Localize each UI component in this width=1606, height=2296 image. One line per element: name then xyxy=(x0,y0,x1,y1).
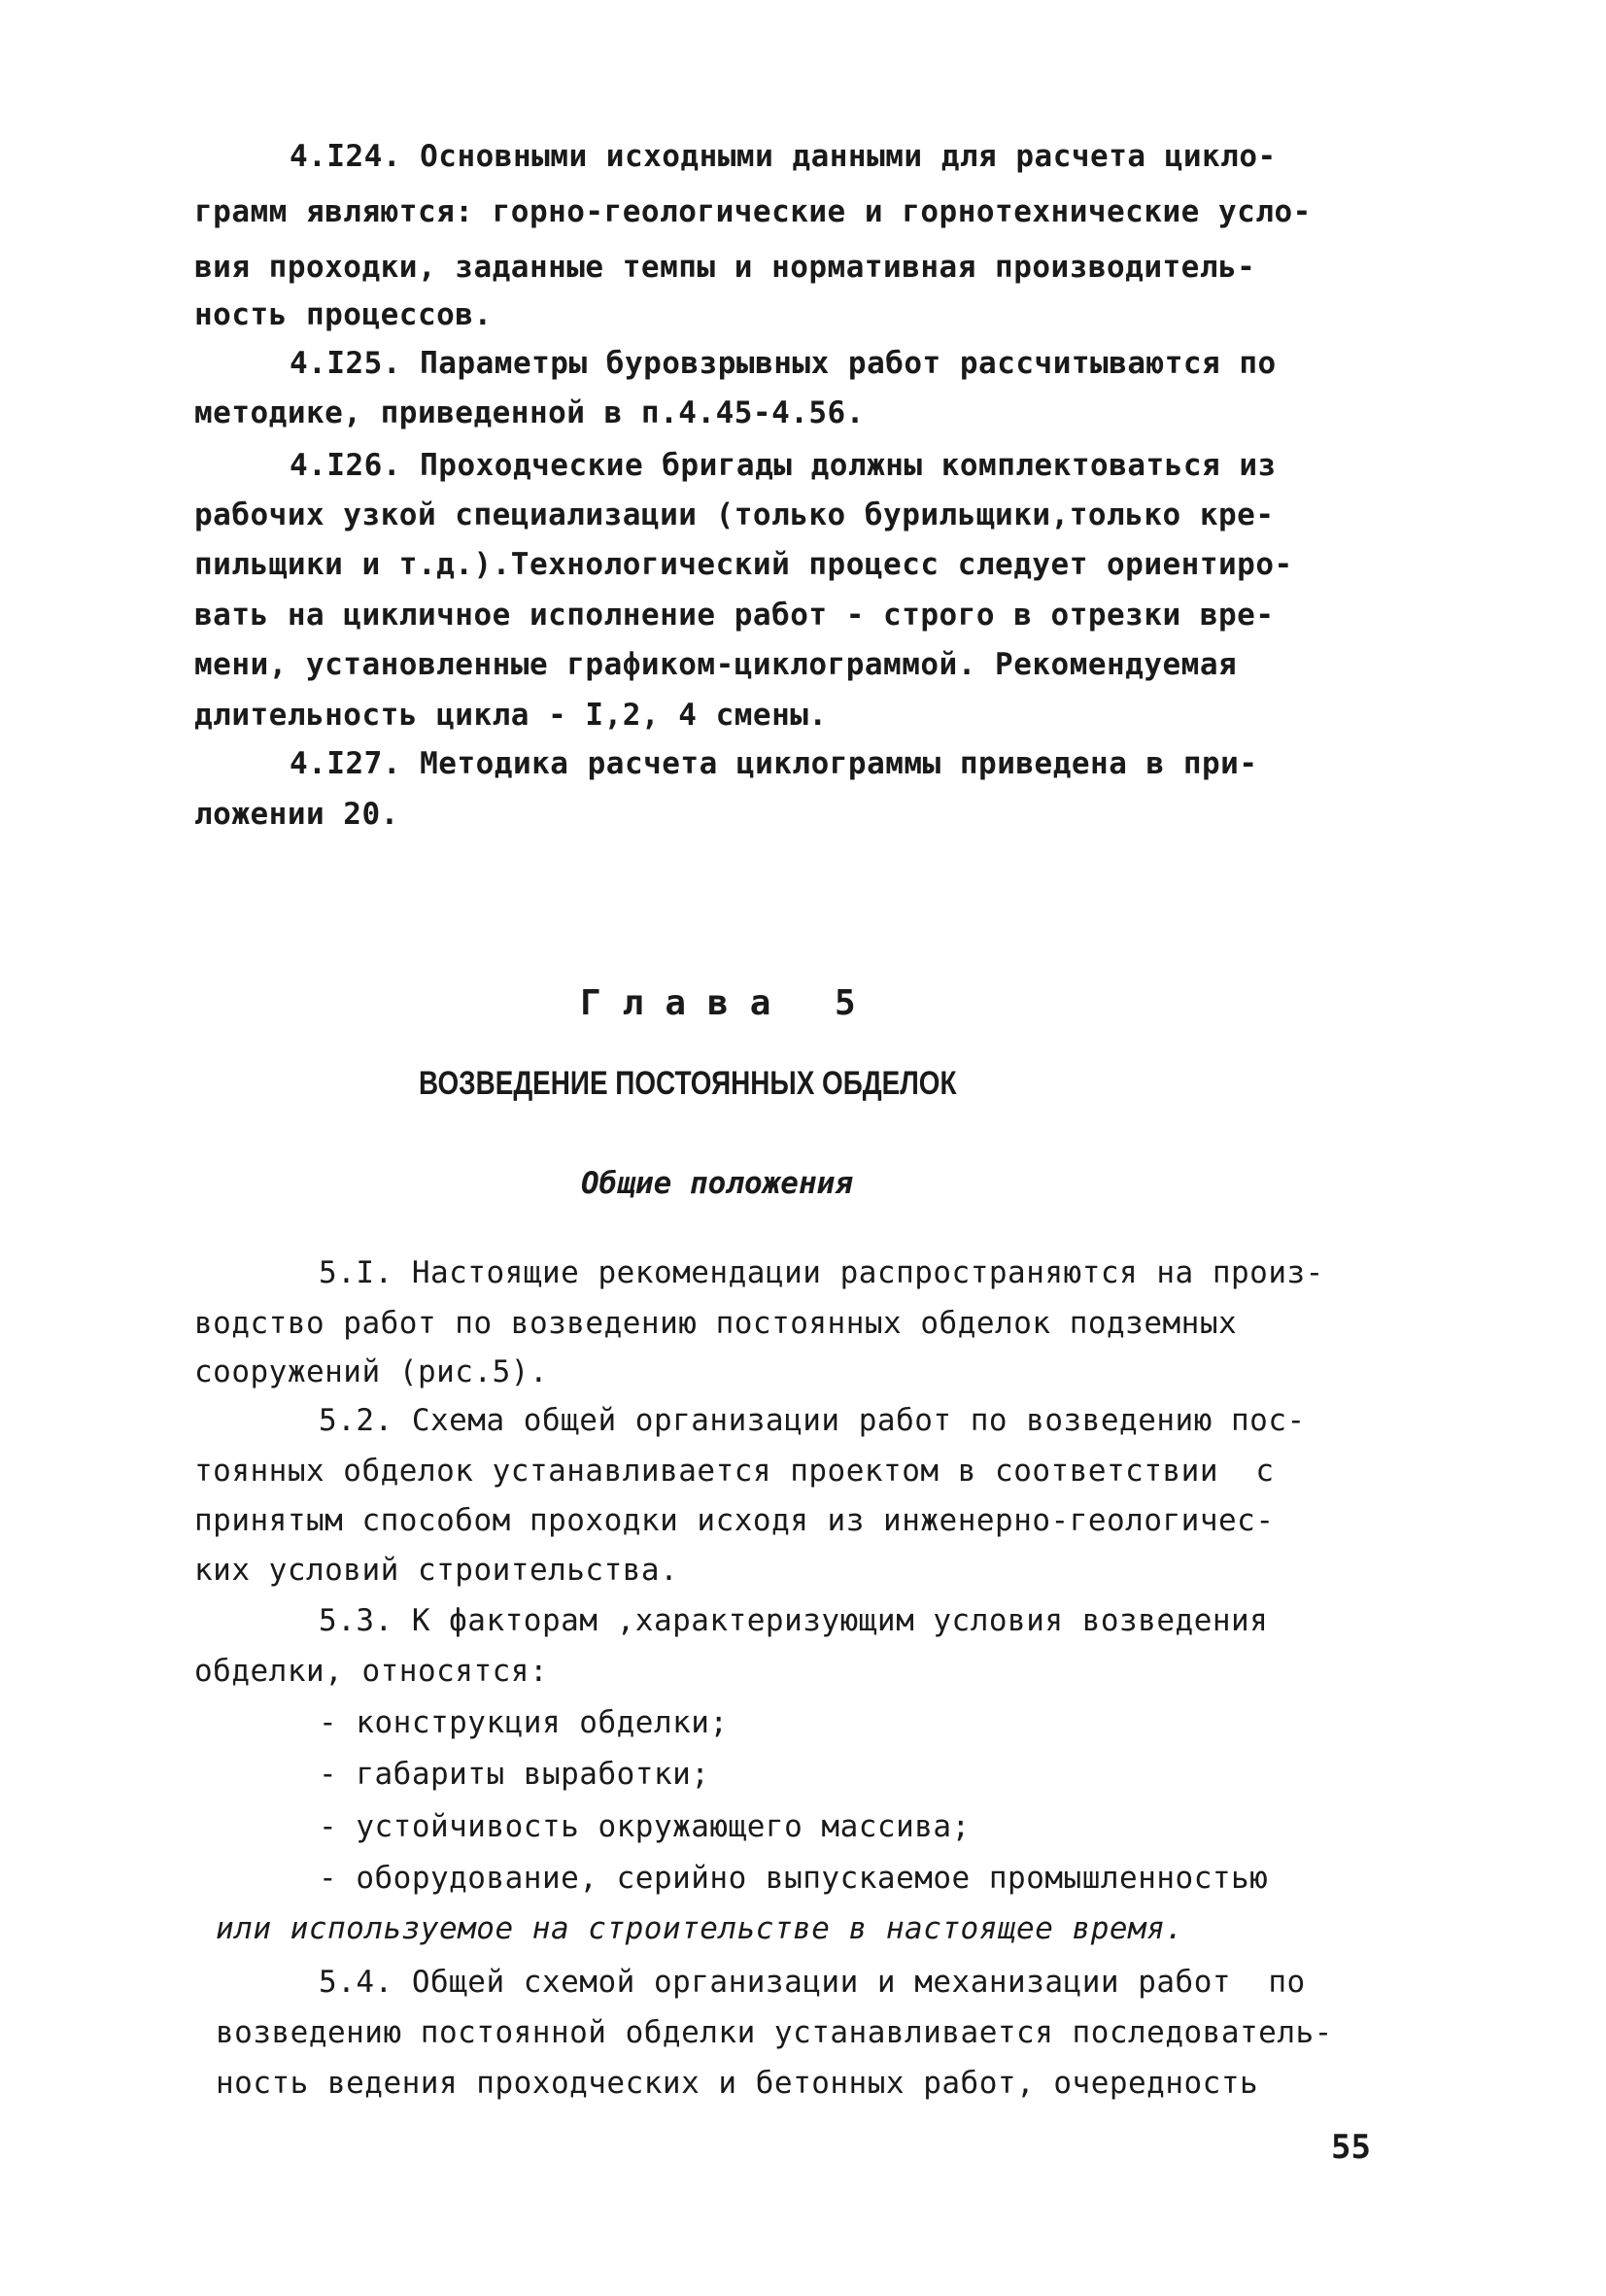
p126-line-6: длительность цикла - I,2, 4 смены. xyxy=(194,698,828,733)
p5-1-line-2: водство работ по возведению постоянных обделок подземных xyxy=(194,1306,1238,1341)
p5-4-line-2: возведению постоянной обделки устанавливается последователь- xyxy=(216,2015,1333,2050)
section-subtitle: Общие положения xyxy=(581,1166,853,1201)
p127-line-1: 4.I27. Методика расчета циклограммы приведена в при- xyxy=(290,746,1258,781)
p124-line-2: грамм являются: горно-геологические и горнотехнические усло- xyxy=(194,194,1312,229)
p125-line-1: 4.I25. Параметры буровзрывных работ рассчитываются по xyxy=(290,346,1277,381)
p5-1-line-1: 5.I. Настоящие рекомендации распространяются на произ- xyxy=(319,1255,1324,1290)
p5-2-line-1: 5.2. Схема общей организации работ по возведению пос- xyxy=(319,1403,1306,1438)
p126-line-2: рабочих узкой специализации (только бурильщики,только кре- xyxy=(194,497,1275,532)
chapter-label: Глава 5 xyxy=(580,983,877,1023)
p124-line-3: вия проходки, заданные темпы и нормативная производитель- xyxy=(194,250,1256,285)
p5-2-line-3: принятым способом проходки исходя из инженерно-геологичес- xyxy=(194,1503,1275,1538)
page-number: 55 xyxy=(1331,2128,1371,2167)
p127-line-2: ложении 20. xyxy=(194,797,399,832)
p5-3-list-3: - устойчивость окружающего массива; xyxy=(319,1809,971,1844)
p5-4-line-1: 5.4. Общей схемой организации и механизации работ по xyxy=(319,1965,1306,2000)
p5-1-line-3: сооружений (рис.5). xyxy=(194,1354,549,1389)
p5-3-line-2: обделки, относятся: xyxy=(194,1654,549,1689)
p5-2-line-4: ких условий строительства. xyxy=(194,1553,679,1588)
p126-line-5: мени, установленные графиком-циклограммой. Рекомендуемая xyxy=(194,647,1238,682)
p125-line-2: методике, приведенной в п.4.45-4.56. xyxy=(194,395,865,430)
p124-line-1: 4.I24. Основными исходными данными для расчета цикло- xyxy=(290,139,1277,174)
p5-3-list-1: - конструкция обделки; xyxy=(319,1705,729,1740)
p5-2-line-2: тоянных обделок устанавливается проектом в соответствии с xyxy=(194,1454,1275,1489)
chapter-title: ВОЗВЕДЕНИЕ ПОСТОЯННЫХ ОБДЕЛОК xyxy=(419,1065,957,1102)
p5-3-line-1: 5.3. К факторам ,характеризующим условия возведения xyxy=(319,1603,1269,1638)
p5-4-line-3: ность ведения проходческих и бетонных работ, очередность xyxy=(216,2066,1259,2101)
p5-3-list-4: - оборудование, серийно выпускаемое промышленностью xyxy=(319,1861,1269,1896)
p126-line-4: вать на цикличное исполнение работ - строго в отрезки вре- xyxy=(194,598,1275,633)
p126-line-3: пильщики и т.д.).Технологический процесс следует ориентиро- xyxy=(194,547,1293,582)
p126-line-1: 4.I26. Проходческие бригады должны комплектоваться из xyxy=(290,448,1277,483)
p5-3-list-4-cont: или используемое на строительстве в настоящее время. xyxy=(216,1911,1184,1946)
p5-3-list-2: - габариты выработки; xyxy=(319,1757,710,1792)
p124-line-4: ность процессов. xyxy=(194,297,493,332)
